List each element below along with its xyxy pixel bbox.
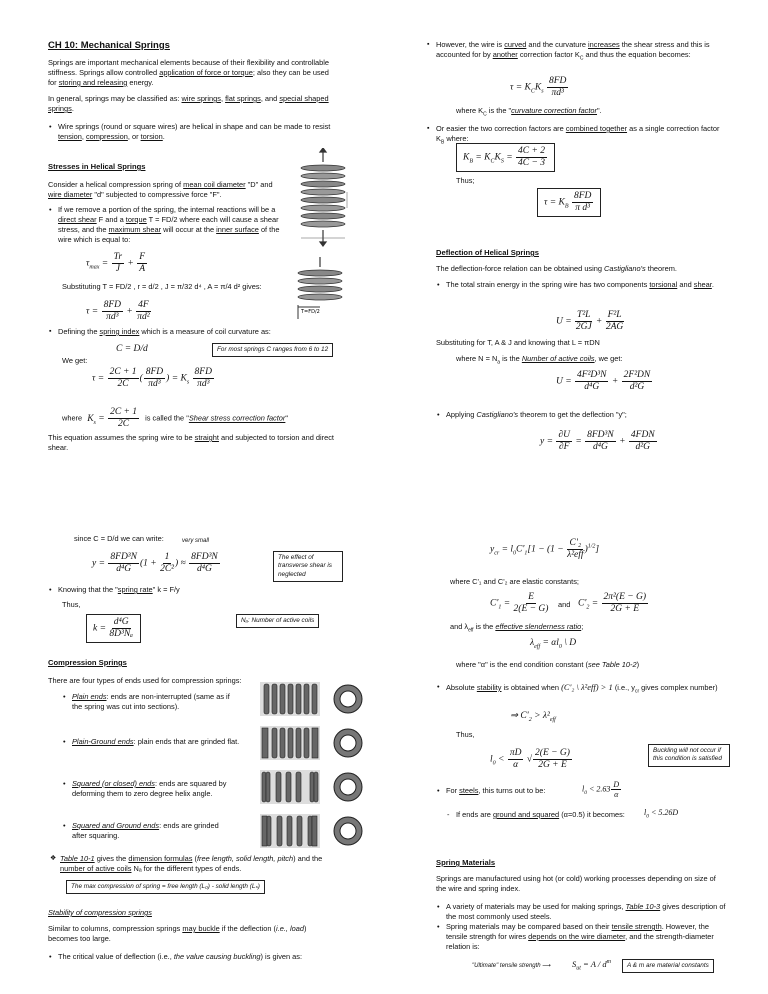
tensile-strength-bullet: • Spring materials may be compared based on their tensile strength. However, the tensile strength for wires depends on the wire diameter, and the strength-diameter relation is: [446, 922, 728, 952]
spring-index-equation: C = D/d [116, 344, 148, 354]
strain-energy-substituted: U = $\frac{\text{4F²D³N}}{\text{d⁴G}}$ + $\frac{\text{2F²DN}}{\text{d²G}}$ [556, 370, 651, 392]
stresses-intro: Consider a helical compression spring of mean coil diameter "D" and wire diameter "d" subjected to compressive force "F". [48, 180, 273, 199]
combined-factor-bullet: ▪ Or easier the two correction factors are combined together as a single correction factor $K_B$ where: [436, 124, 726, 146]
tau-kc-equation: $\tau = K_CK_s$ $\frac{8FD}{\text{πd³}}$ [510, 76, 567, 98]
substitution-text: Substituting T = FD/2 , r = d/2 , J = π/32 d⁴ , A = π/4 d² gives: [62, 282, 262, 291]
steel-condition: $l_0 < 2.63$ $\frac{D}{\alpha}$ [582, 780, 620, 800]
internal-reactions-bullet: • If we remove a portion of the spring, the internal reactions will be a direct shear F and a torque T = FD/2 where each will cause a shear stress, and the maximum shear will occur at the inner surface of the wire which is equal to: [58, 205, 286, 245]
transverse-shear-note: The effect of transverse shear is neglected [273, 551, 343, 582]
deflection-intro: The deflection-force relation can be obtained using Castigliano's theorem. [436, 264, 677, 273]
plain-ends-bullet: • Plain ends: ends are non-interrupted (same as if the spring was cut into sections). [72, 692, 232, 712]
we-get-label: We get: [62, 356, 88, 365]
ground-squared-condition: $l_0 < 5.26D$ [644, 808, 679, 820]
spring-rate-equation: k = $\frac{\text{d⁴G}}{\text{8D³Nₐ}}$ [86, 614, 141, 643]
table-10-1-note: ❖ Table 10-1 gives the dimension formulas (free length, solid length, pitch) and the number of active coils Nₐ for the different types of ends. [60, 854, 340, 874]
squared-ends-spring-image [260, 770, 362, 804]
curvature-bullet: ▪ However, the wire is curved and the curvature increases the shear stress and this is accounted for by another correction factor $K_C$ and thus the equation becomes: [436, 40, 726, 62]
steels-bullet: • For steels, this turns out to be: [446, 786, 545, 796]
page-title: CH 10: Mechanical Springs [48, 40, 170, 51]
compression-intro: There are four types of ends used for compression springs: [48, 676, 242, 685]
max-compression-note: The max compression of spring = free length (L₀) - solid length (Lₛ) [66, 880, 265, 894]
plain-ground-ends-bullet: • Plain-Ground ends: plain ends that are grinded flat. [72, 737, 242, 747]
c2-equation: $C'_2$ = $\frac{\text{2π²(E − G)}}{2G + E}$ [578, 592, 647, 614]
free-length-condition: $l_0$ < $\frac{\pi D}{\alpha}$ √ $\frac{2(E - G)}{2G + E}$ [490, 748, 570, 770]
classification-paragraph: In general, springs may be classified as: wire springs, flat springs, and special shaped springs. [48, 94, 329, 113]
compression-heading: Compression Springs [48, 658, 127, 667]
buckling-note: Buckling will not occur if this condition is satisfied [648, 744, 730, 767]
spring-index-note: For most springs C ranges from 6 to 12 [212, 343, 333, 357]
absolute-stability-bullet: • Absolute stability is obtained when (C'₂ \ λ²eff) > 1 (i.e., $y_{cr}$ gives complex number) [446, 682, 726, 695]
plain-ground-ends-spring-image [260, 726, 362, 760]
materials-variety-bullet: • A variety of materials may be used for making springs, Table 10-3 gives description of the most commonly used steels. [446, 902, 728, 922]
very-small-label: very small [182, 538, 210, 544]
strain-energy-bullet: • The total strain energy in the spring wire has two components torsional and shear. [446, 280, 726, 290]
plain-ends-spring-image [260, 682, 362, 716]
strain-energy-equation: U = $\frac{\text{T²L}}{2GJ}$ + $\frac{\text{F²L}}{2AG}$ [556, 310, 624, 332]
c1-equation: $C'_1$ = $\frac{E}{2(E - G)}$ [490, 592, 549, 614]
since-text: since C = D/d we can write: [74, 534, 164, 543]
tau-kb-equation: $\tau = K_B$ $\frac{8FD}{\text{π d³}}$ [537, 188, 601, 217]
critical-deflection-bullet: • The critical value of deflection (i.e., the value causing buckling) is given as: [58, 952, 302, 962]
materials-intro: Springs are manufactured using hot (or cold) working processes depending on size of the wire and spring index. [436, 874, 716, 893]
substituting-text: Substituting for T, A & J and knowing that L = πDN [436, 338, 600, 347]
tau-substituted-equation: τ = $\frac{8FD}{\text{πd³}}$ + $\frac{4F}{\text{πd²}}$ [86, 300, 150, 322]
assumption-paragraph: This equation assumes the spring wire to be straight and subjected to torsion and direct shear. [48, 433, 334, 452]
deflection-equation: y = $\frac{\partial U}{\partial F}$ = $\frac{\text{8FD³N}}{\text{d⁴G}}$ + $\frac{\text{4FDN}}{\text{d²G}}$ [540, 430, 655, 452]
squared-ends-bullet: • Squared (or closed) ends: ends are squared by deforming them to zero degree helix angle. [72, 779, 257, 799]
slenderness-equation: $\lambda_{eff} = \alpha l_0$ \ D [530, 638, 577, 650]
wire-springs-bullet: • Wire springs (round or square wires) are helical in shape and can be made to resist tension, compression, or torsion. [58, 122, 338, 142]
elastic-constants-text: where C'₁ and C'₂ are elastic constants; [450, 577, 579, 586]
squared-ground-ends-spring-image [260, 814, 362, 848]
and-label: and [558, 600, 571, 609]
critical-deflection-equation: $y_{cr} = l_0C'_1[1 - (1$ − $\frac{\text{C'₂}}{\text{λ²eff}}$ )$^{1/2}$] [490, 538, 600, 560]
castigliano-bullet: • Applying Castigliano's theorem to get the deflection "y"; [446, 410, 627, 420]
kc-definition: where $K_C$ is the "curvature correction factor". [456, 106, 602, 118]
alpha-text: where "α" is the end condition constant (see Table 10-2) [456, 660, 640, 669]
spring-rate-bullet: • Knowing that the "spring rate" k = F/y [58, 585, 180, 595]
slenderness-text: and $\lambda_{eff}$ is the effective slenderness ratio; [450, 622, 584, 634]
ultimate-strength-equation: $S_{ut} = A / d^m$ [572, 958, 611, 972]
end-types-figures [260, 680, 370, 850]
intro-paragraph: Springs are important mechanical elements because of their flexibility and controllable stiffness. Springs allow controlled application of force or torque; also they can be used for storing and releasing energy. [48, 58, 329, 87]
stability-condition: ⇒ $C'_2 > \lambda^2_{eff}$ [510, 711, 556, 723]
thus-label: Thus, [62, 600, 81, 609]
material-constants-note: A & m are material constants [622, 959, 714, 973]
active-coils-note: Nₐ: Number of active coils [236, 614, 319, 628]
deflection-simplified-equation: y = $\frac{\text{8FD³N}}{\text{d⁴G}}$ (1 + $\frac{1}{\text{2C²}}$ ) ≈ $\frac{\text{8FD³N}}{\text{d⁴G}}$ [92, 552, 218, 574]
thus-label-right: Thus; [456, 176, 475, 185]
thus-label-2: Thus, [456, 730, 475, 739]
squared-ground-ends-bullet: • Squared and Ground ends: ends are grinded after squaring. [72, 821, 232, 841]
spring-section-figure [290, 255, 350, 325]
deflection-heading: Deflection of Helical Springs [436, 248, 539, 257]
spring-index-bullet: ▪ Defining the spring index which is a measure of coil curvature as: [58, 327, 271, 337]
active-coils-definition: where $N = N_a$ is the Number of active coils, we get: [456, 354, 623, 366]
materials-heading: Spring Materials [436, 858, 496, 867]
ultimate-strength-label: "Ultimate" tensile strength ⟶ [472, 963, 551, 969]
ks-definition: where $K_s$ = $\frac{2C + 1}{2C}$ is called the "Shear stress correction factor" [62, 407, 288, 429]
kb-equation: $K_B = K_CK_S$ = $\frac{4C + 2}{4C - 3}$ [456, 143, 555, 172]
spring-coils [301, 165, 345, 227]
tau-max-equation: $\tau_{max}$ = $\frac{Tr}{J}$ + $\frac{F}{A}$ [86, 252, 146, 274]
stability-paragraph: Similar to columns, compression springs may buckle if the deflection (i.e., load) becomes too large. [48, 924, 307, 943]
stresses-heading: Stresses in Helical Springs [48, 162, 146, 171]
ground-squared-note: - If ends are ground and squared (α=0.5) it becomes: [456, 810, 625, 820]
svg-text:T=FD/2: T=FD/2 [301, 309, 320, 315]
helical-spring-figure [293, 148, 353, 248]
stability-heading: Stability of compression springs [48, 908, 152, 917]
tau-ks-equation: τ = $\frac{2C + 1}{2C}$ ( $\frac{8FD}{\text{πd³}}$ ) = $K_s$ $\frac{8FD}{\text{πd³}}$ [92, 367, 212, 389]
